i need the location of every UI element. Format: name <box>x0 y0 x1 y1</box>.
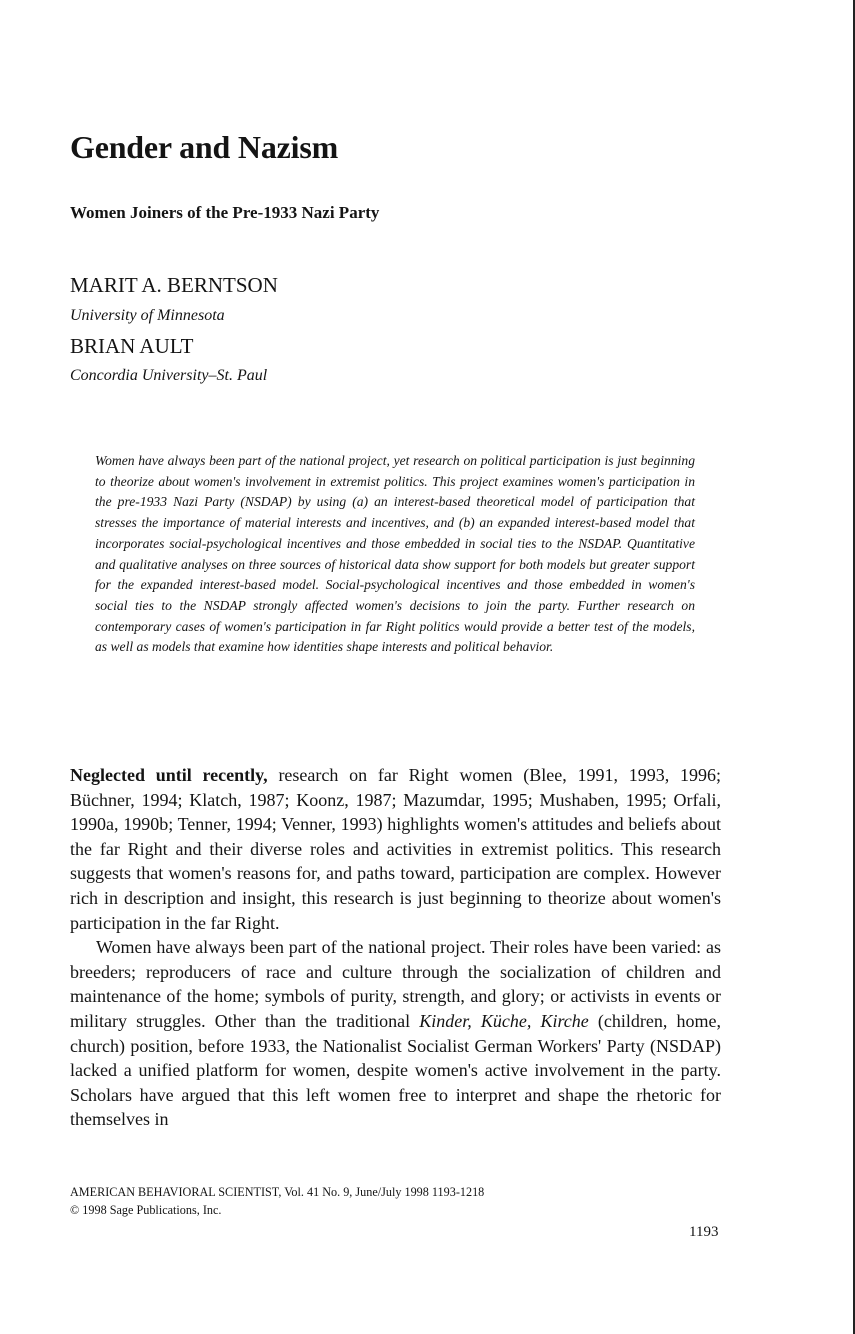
author-name-1: MARIT A. BERNTSON <box>70 273 278 297</box>
author-affiliation-2: Concordia University–St. Paul <box>70 367 268 384</box>
journal-citation: AMERICAN BEHAVIORAL SCIENTIST, Vol. 41 No. 9, June/July 1998 1193-1218 <box>70 1185 485 1199</box>
footer-citation <box>70 1183 484 1219</box>
paragraph-1-text: research on far Right women (Blee, 1991, 1993, 1996; Büchner, 1994; Klatch, 1987; Koonz, 1987; Mazumdar, 1995; Mushaben, 1995; Orfali, 1990a, 1990b; Tenner, 1994; Venner, 1993) highlights women's attitudes and beliefs about the far Right and their diverse roles and activities in extremist politics. This research suggests that women's reasons for, and paths toward, participation are complex. However rich in description and insight, this research is just beginning to theorize about women's participation in the far Right. <box>70 765 722 933</box>
paragraph-2-italic: Kinder, Küche, Kirche <box>419 1010 589 1031</box>
article-subtitle: Women Joiners of the Pre-1933 Nazi Party <box>70 203 380 222</box>
author-name-2: BRIAN AULT <box>70 334 194 358</box>
article-title: Gender and Nazism <box>70 129 339 165</box>
body-paragraph-2 <box>70 935 721 1132</box>
paragraph-2-text-b: (children, home, church) position, before 1933, the Nationalist Socialist German Workers' Party (NSDAP) lacked a unified platform for women, despite women's active involvement in the party. Scholars have argued that this left women free to interpret and shape the rhetoric for themselves in <box>70 1010 721 1130</box>
body-text <box>70 763 721 1132</box>
abstract: Women have always been part of the national project, yet research on political participation is just beginning to theorize about women's involvement in extremist politics. This project examines women's participation in the pre-1933 Nazi Party (NSDAP) by using (a) an interest-based theoretical model of participation that stresses the importance of material interests and incentives, and (b) an expanded interest-based model that incorporates social-psychological incentives and those embedded in social ties to the NSDAP. Quantitative and qualitative analyses on three sources of historical data show support for both models but greater support for the expanded interest-based model. Social-psychological incentives and those embedded in women's social ties to the NSDAP strongly affected women's decisions to join the party. Further research on contemporary cases of women's participation in far Right politics would provide a better test of the models, as well as models that examine how identities shape interests and political behavior. <box>95 453 695 655</box>
copyright-line: © 1998 Sage Publications, Inc. <box>70 1203 222 1217</box>
author-affiliation-1: University of Minnesota <box>70 307 225 324</box>
body-paragraph-1 <box>70 763 721 935</box>
lead-in: Neglected until recently, <box>70 765 268 785</box>
page-number: 1193 <box>689 1224 719 1240</box>
paragraph-2-text-a: Women have always been part of the national project. Their roles have been varied: as breeders; reproducers of race and culture through the socialization of children and maintenance of the home; symbols of purity, strength, and glory; or activists in events or military struggles. Other than the traditional <box>70 937 721 1031</box>
